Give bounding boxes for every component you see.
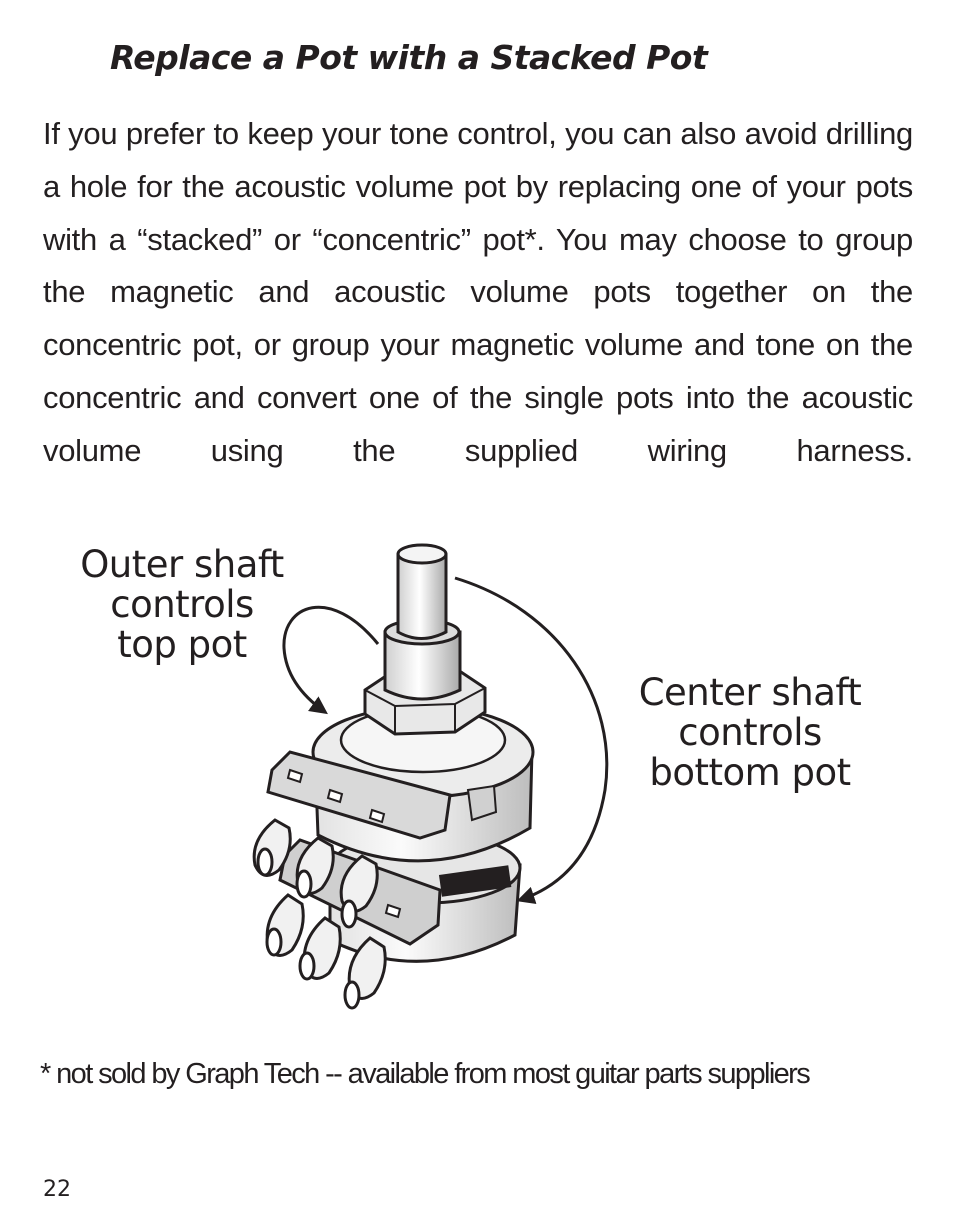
outer-callout-line-2: controls [110,583,254,626]
outer-callout-line-1: Outer shaft [80,543,284,586]
outer-callout-line-3: top pot [117,623,247,666]
center-callout-line-1: Center shaft [638,671,862,714]
stacked-pot-illustration [230,535,630,1035]
page-number: 22 [43,1177,71,1202]
center-shaft-callout [612,673,888,793]
section-heading: Replace a Pot with a Stacked Pot [110,38,708,77]
body-paragraph: If you prefer to keep your tone control, you can also avoid drilling a hole for the acoustic volume pot by replacing one of your pots with a “stacked” or “concentric” pot*. You may choose to group the magnetic and acoustic volume pots together on the concentric pot, or group your magnetic volume and tone on the concentric and convert one of the single pots into the acoustic volume using the supplied wiring harness. [43,116,913,468]
center-callout-line-2: controls [678,711,822,754]
center-callout-line-3: bottom pot [649,751,851,794]
footnote: * not sold by Graph Tech -- available from most guitar parts suppliers [40,1058,810,1090]
center-shaft [398,545,446,639]
